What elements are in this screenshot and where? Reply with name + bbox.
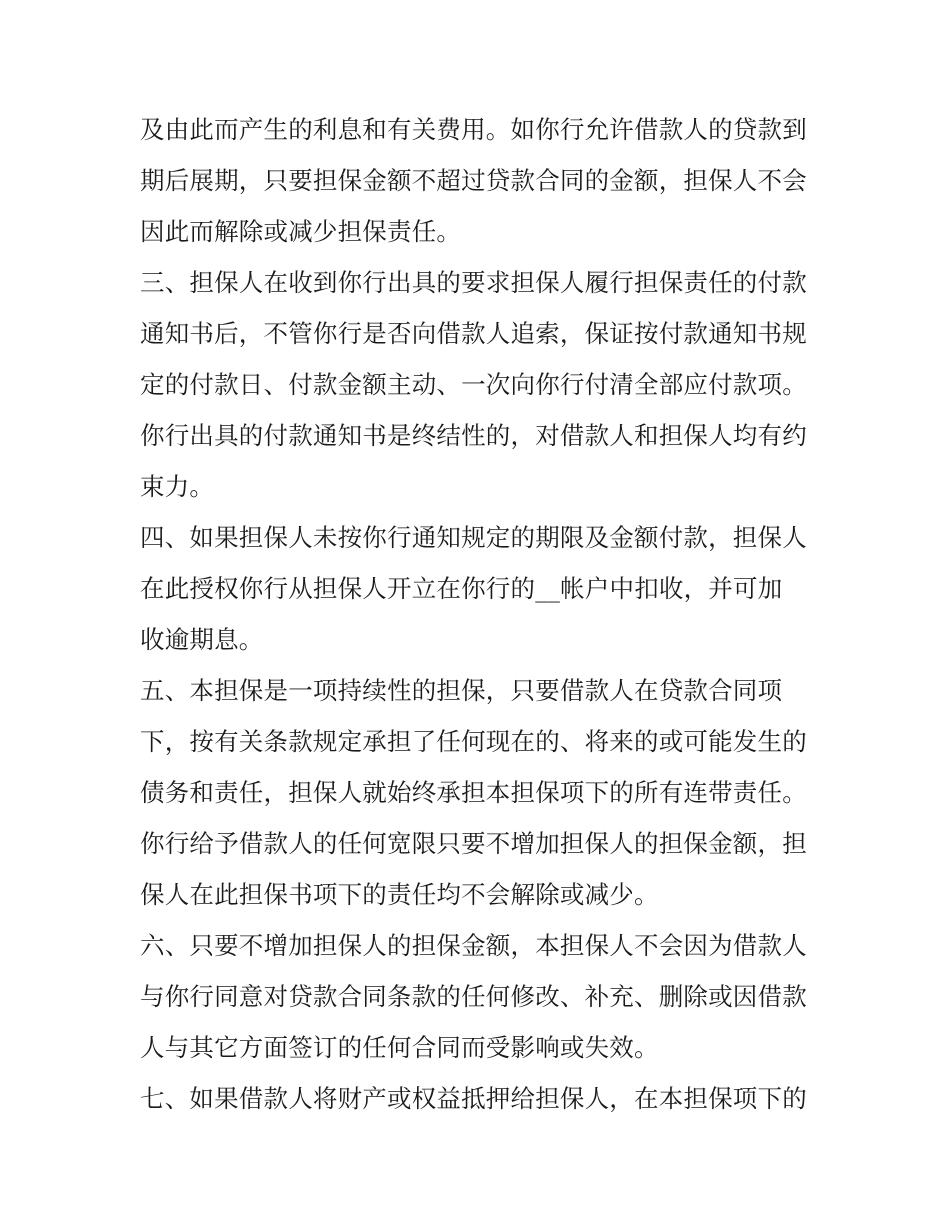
document-body: [140, 104, 820, 1124]
text-line: 保人在此担保书项下的责任均不会解除或减少。: [140, 880, 659, 909]
text-line: 与你行同意对贷款合同条款的任何修改、补充、删除或因借款: [140, 982, 807, 1011]
text-line: 七、如果借款人将财产或权益抵押给担保人，在本担保项下的: [140, 1084, 807, 1113]
text-line: 定的付款日、付款金额主动、一次向你行付清全部应付款项。: [140, 370, 807, 399]
text-line: 因此而解除或减少担保责任。: [140, 217, 462, 246]
text-line: 你行出具的付款通知书是终结性的，对借款人和担保人均有约: [140, 421, 807, 450]
text-line: 在此授权你行从担保人开立在你行的__帐户中扣收，并可加: [140, 574, 783, 603]
text-line: 束力。: [140, 472, 215, 501]
text-line: 人与其它方面签订的任何合同而受影响或失效。: [140, 1033, 659, 1062]
text-line: 期后展期，只要担保金额不超过贷款合同的金额，担保人不会: [140, 166, 807, 195]
text-line: 收逾期息。: [140, 625, 264, 654]
text-line: 三、担保人在收到你行出具的要求担保人履行担保责任的付款: [140, 268, 807, 297]
text-line: 五、本担保是一项持续性的担保，只要借款人在贷款合同项: [140, 676, 783, 705]
text-line: 你行给予借款人的任何宽限只要不增加担保人的担保金额，担: [140, 829, 807, 858]
text-line: 债务和责任，担保人就始终承担本担保项下的所有连带责任。: [140, 778, 807, 807]
text-line: 四、如果担保人未按你行通知规定的期限及金额付款，担保人: [140, 523, 807, 552]
text-line: 通知书后，不管你行是否向借款人追索，保证按付款通知书规: [140, 319, 807, 348]
text-line: 下，按有关条款规定承担了任何现在的、将来的或可能发生的: [140, 727, 807, 756]
text-line: 及由此而产生的利息和有关费用。如你行允许借款人的贷款到: [140, 115, 807, 144]
text-line: 六、只要不增加担保人的担保金额，本担保人不会因为借款人: [140, 931, 807, 960]
